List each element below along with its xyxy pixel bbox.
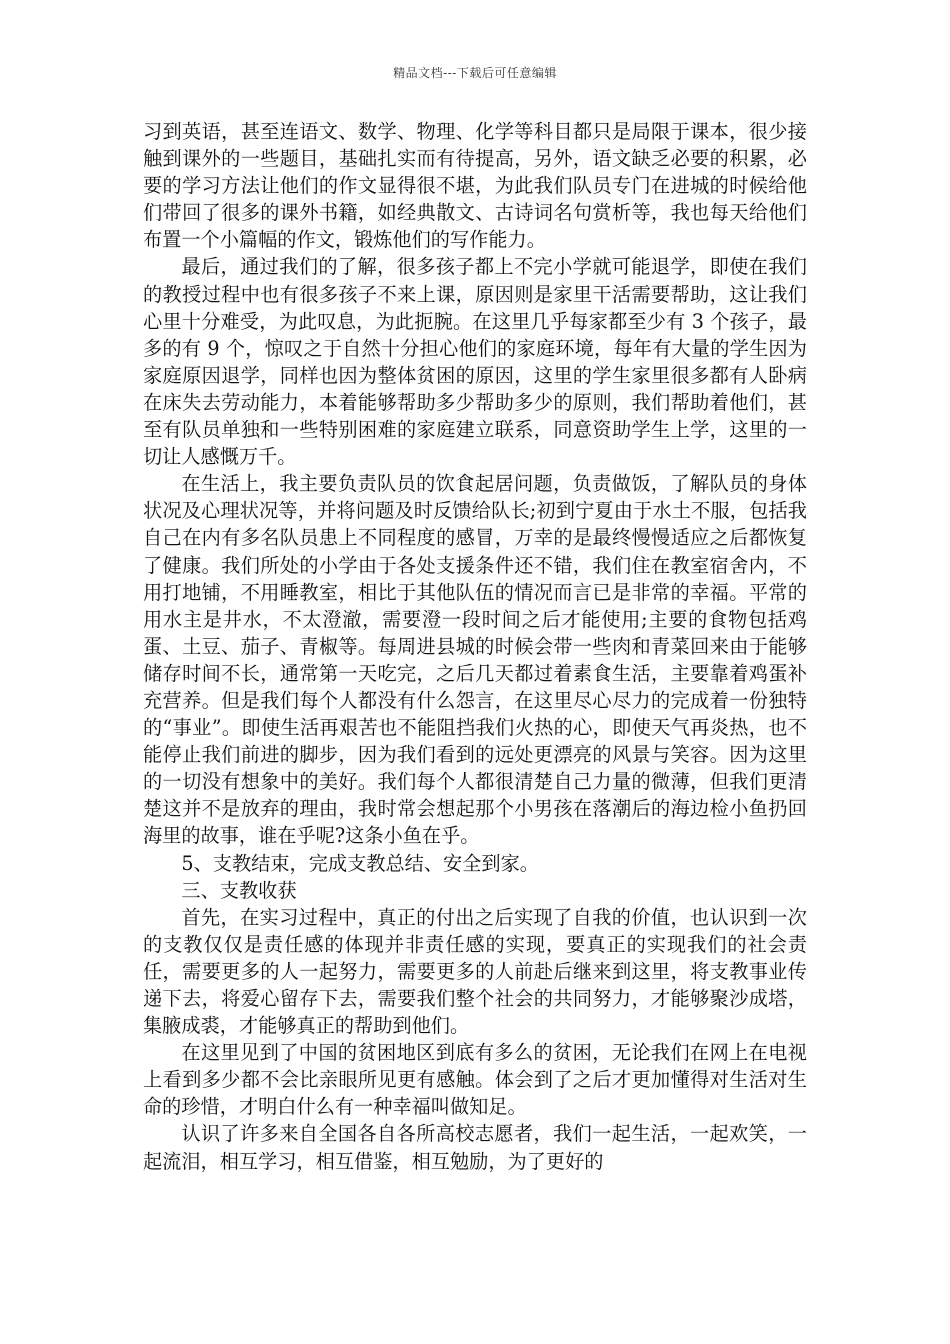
paragraph-daily-life: 在生活上，我主要负责队员的饮食起居问题，负责做饭，了解队员的身体状况及心理状况等，并将问题及时反馈给队长;初到宁夏由于水土不服，包括我自己在内有多名队员患上不同程度的感冒，万幸的是最终慢慢适应之后都恢复了健康。我们所处的小学由于各处支援条件还不错，我们住在教室宿舍内，不用打地铺，不用睡教室，相比于其他队伍的情况而言已是非常的幸福。平常的用水主是井水，不太澄澈，需要澄一段时间之后才能使用;主要的食物包括鸡蛋、土豆、茄子、青椒等。每周进县城的时候会带一些肉和青菜回来由于能够储存时间不长，通常第一天吃完，之后几天都过着素食生活，主要靠着鸡蛋补充营养。但是我们每个人都没有什么怨言，在这里尽心尽力的完成着一份独特的“事业”。即使生活再艰苦也不能阻挡我们火热的心，即使天气再炎热，也不能停止我们前进的脚步，因为我们看到的远处更漂亮的风景与笑容。因为这里的一切没有想象中的美好。我们每个人都很清楚自己力量的微薄，但我们更清楚这并不是放弃的理由，我时常会想起那个小男孩在落潮后的海边检小鱼扔回海里的故事，谁在乎呢?这条小鱼在乎。 [143, 472, 807, 848]
paragraph-first: 首先，在实习过程中，真正的付出之后实现了自我的价值，也认识到一次的支教仅仅是责任感的体现并非责任感的实现，要真正的实现我们的社会责任，需要更多的人一起努力，需要更多的人前赴后继来到这里，将支教事业传递下去，将爱心留存下去，需要我们整个社会的共同努力，才能够聚沙成塔，集腋成裘，才能够真正的帮助到他们。 [143, 905, 807, 1038]
section-heading-gains: 三、支教收获 [181, 878, 297, 902]
document-body [143, 118, 807, 1175]
paragraph-poverty: 在这里见到了中国的贫困地区到底有多么的贫困，无论我们在网上在电视上看到多少都不会比亲眼所见更有感触。体会到了之后才更加懂得对生活对生命的珍惜，才明白什么有一种幸福叫做知足。 [143, 1041, 807, 1119]
paragraph-continued: 习到英语，甚至连语文、数学、物理、化学等科目都只是局限于课本，很少接触到课外的一些题目，基础扎实而有待提高，另外，语文缺乏必要的积累，必要的学习方法让他们的作文显得很不堪，为此我们队员专门在进城的时候给他们带回了很多的课外书籍，如经典散文、古诗词名句赏析等，我也每天给他们布置一个小篇幅的作文，锻炼他们的写作能力。 [143, 120, 807, 252]
page-header: 精品文档---下载后可任意编辑 [393, 66, 557, 80]
paragraph-item-5: 5、支教结束，完成支教总结、安全到家。 [181, 851, 539, 875]
paragraph-volunteers: 认识了许多来自全国各自各所高校志愿者，我们一起生活，一起欢笑，一起流泪，相互学习，相互借鉴，相互勉励，为了更好的 [143, 1122, 807, 1173]
paragraph-finally: 最后，通过我们的了解，很多孩子都上不完小学就可能退学，即使在我们的教授过程中也有很多孩子不来上课，原因则是家里干活需要帮助，这让我们心里十分难受，为此叹息，为此扼腕。在这里几乎每家都至少有 3 个孩子，最多的有 9 个，惊叹之于自然十分担心他们的家庭环境，每年有大量的学生因为家庭原因退学，同样也因为整体贫困的原因，这里的学生家里很多都有人卧病在床失去劳动能力，本着能够帮助多少帮助多少的原则，我们帮助着他们，甚至有队员单独和一些特别困难的家庭建立联系，同意资助学生上学，这里的一切让人感慨万千。 [143, 255, 807, 469]
